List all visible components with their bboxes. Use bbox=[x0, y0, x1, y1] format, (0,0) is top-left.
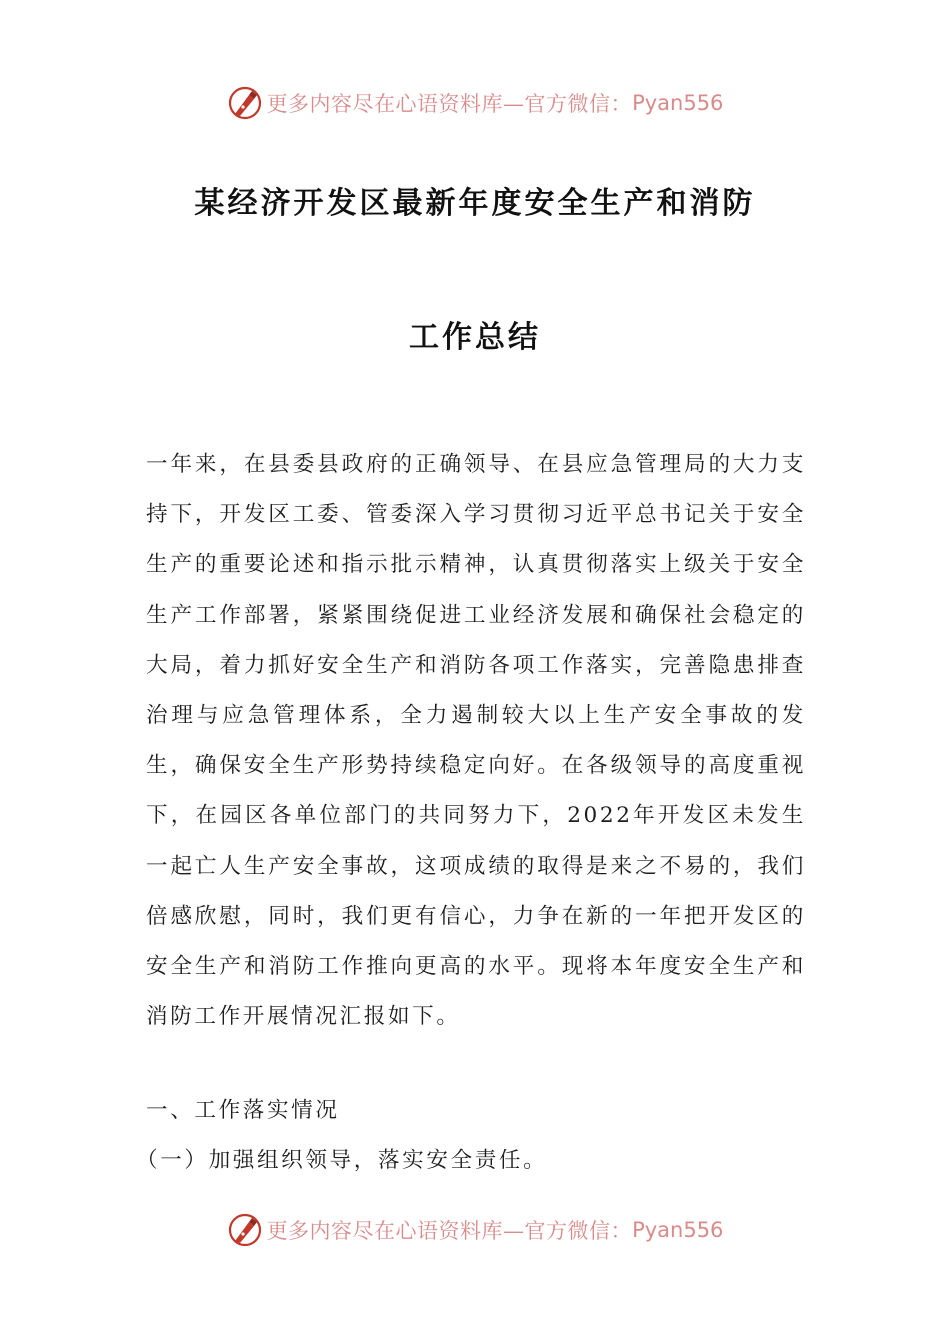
header-watermark bbox=[0, 83, 950, 123]
watermark-wechat-id: Pyan556 bbox=[632, 91, 724, 115]
footer-watermark bbox=[0, 1210, 950, 1250]
intro-paragraph: 一年来，在县委县政府的正确领导、在县应急管理局的大力支持下，开发区工委、管委深入学习贯彻习近平总书记关于安全生产的重要论述和指示批示精神，认真贯彻落实上级关于安全生产工作部署，紧紧围绕促进工业经济发展和确保社会稳定的大局，着力抓好安全生产和消防各项工作落实，完善隐患排查治理与应急管理体系，全力遏制较大以上生产安全事故的发生，确保安全生产形势持续稳定向好。在各级领导的高度重视下，在园区各单位部门的共同努力下，2022年开发区未发生一起亡人生产安全事故，这项成绩的取得是来之不易的，我们倍感欣慰，同时，我们更有信心，力争在新的一年把开发区的安全生产和消防工作推向更高的水平。现将本年度安全生产和消防工作开展情况汇报如下。 bbox=[146, 452, 806, 1030]
watermark-wechat-id: Pyan556 bbox=[632, 1218, 724, 1242]
subsection-heading: （一）加强组织领导，落实安全责任。 bbox=[136, 1148, 548, 1173]
document-title-line-2: 工作总结 bbox=[409, 320, 541, 355]
pen-nib-logo-icon bbox=[227, 1212, 263, 1248]
watermark-text: 更多内容尽在心语资料库—官方微信： bbox=[266, 1219, 633, 1243]
document-title-line-1: 某经济开发区最新年度安全生产和消防 bbox=[194, 186, 756, 221]
watermark-text: 更多内容尽在心语资料库—官方微信： bbox=[266, 92, 633, 116]
pen-nib-logo-icon bbox=[227, 85, 263, 121]
section-heading: 一、工作落实情况 bbox=[146, 1098, 340, 1123]
